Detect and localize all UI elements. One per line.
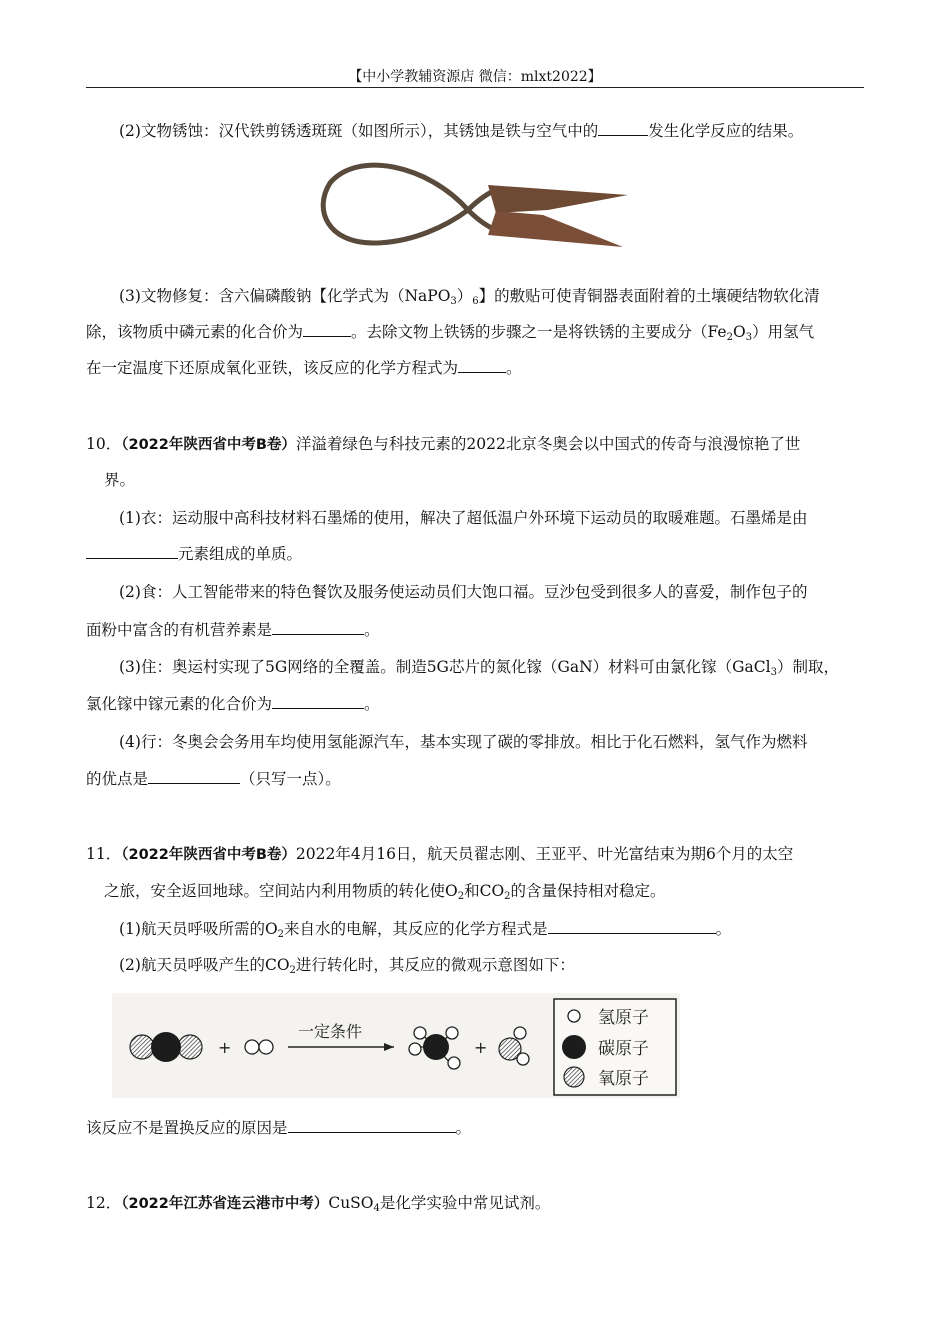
question-number: 10．	[86, 435, 122, 453]
iron-scissors-image	[318, 155, 630, 255]
legend-oxygen: 氧原子	[598, 1069, 649, 1089]
diagram-legend	[554, 999, 676, 1095]
text: 是化学实验中常见试剂。	[379, 1194, 551, 1212]
q10-part2-line1: (2)食：人工智能带来的特色餐饮及服务使运动员们大饱口福。豆沙包受到很多人的喜爱，制作包子的	[119, 583, 808, 601]
text: 。	[364, 695, 380, 713]
answer-blank[interactable]	[598, 121, 648, 136]
question-source: （2022年陕西省中考B卷）	[121, 847, 296, 863]
reaction-micro-diagram	[112, 993, 680, 1098]
answer-blank[interactable]	[86, 544, 178, 559]
subscript: 2	[457, 891, 465, 902]
q11-stem-cont	[104, 880, 894, 902]
text: (2)航天员呼吸产生的CO	[119, 956, 290, 974]
plus-sign: +	[474, 1038, 488, 1057]
q10-stem	[86, 433, 876, 456]
answer-blank[interactable]	[288, 1118, 456, 1133]
text: 的含量保持相对稳定。	[510, 882, 666, 900]
text: 该反应不是置换反应的原因是	[86, 1119, 288, 1137]
text: (3)住：奥运村实现了5G网络的全覆盖。制造5G芯片的氮化镓（GaN）材料可由氯化镓（GaCl	[119, 658, 771, 676]
text: ）用氢气	[752, 323, 815, 341]
text: 。	[364, 621, 380, 639]
text: 】的敷贴可使青铜器表面附着的土壤硬结物软化清	[478, 287, 820, 305]
text: ）制取，	[776, 658, 839, 676]
subscript: 2	[289, 965, 296, 976]
text: ）	[456, 287, 473, 305]
subscript: 3	[450, 296, 457, 307]
text: 之旅，安全返回地球。空间站内利用物质的转化使O	[104, 882, 458, 900]
subscript: 4	[373, 1203, 380, 1214]
text: 。去除文物上铁锈的步骤之一是将铁锈的主要成分（Fe	[351, 323, 727, 341]
text: 的优点是	[86, 770, 149, 788]
answer-blank[interactable]	[458, 358, 506, 373]
text: 在一定温度下还原成氧化亚铁，该反应的化学方程式为	[86, 359, 459, 377]
text: 面粉中富含的有机营养素是	[86, 621, 273, 639]
co2-molecule	[130, 1032, 202, 1062]
q9-part2	[119, 120, 909, 142]
text: 洋溢着绿色与科技元素的2022北京冬奥会以中国式的传奇与浪漫惊艳了世	[295, 435, 801, 453]
q11-part2	[119, 954, 909, 976]
answer-blank[interactable]	[272, 620, 364, 635]
question-source: （2022年江苏省连云港市中考）	[121, 1196, 329, 1212]
q10-part1-line2	[86, 543, 876, 565]
text: 和CO	[464, 882, 505, 900]
q9-part3-line2	[86, 321, 876, 343]
subscript: 2	[504, 891, 511, 902]
q10-part2-line2	[86, 619, 876, 641]
q11-part1	[119, 918, 909, 940]
subscript: 2	[726, 332, 733, 343]
text: 2022年4月16日，航天员翟志刚、王亚平、叶光富结束为期6个月的太空	[295, 845, 794, 863]
question-number: 12．	[86, 1194, 122, 1212]
ch4-molecule	[409, 1027, 460, 1069]
text: (1)航天员呼吸所需的O	[119, 920, 278, 938]
text: 来自水的电解，其反应的化学方程式是	[284, 920, 548, 938]
question-number: 11．	[86, 845, 122, 863]
text: 氯化镓中镓元素的化合价为	[86, 695, 273, 713]
page-header: 【中小学教辅资源店 微信：mlxt2022】	[348, 69, 602, 85]
answer-blank[interactable]	[548, 919, 716, 934]
answer-blank[interactable]	[272, 694, 364, 709]
text: O	[732, 323, 746, 341]
h2o-molecule	[499, 1027, 529, 1065]
q10-stem-cont: 界。	[104, 471, 136, 489]
text: 元素组成的单质。	[178, 545, 303, 563]
text: 。	[455, 1119, 472, 1137]
subscript: 2	[277, 929, 285, 940]
subscript: 3	[770, 667, 777, 678]
q9-part3-line3	[86, 357, 876, 379]
text: (3)文物修复：含六偏磷酸钠【化学式为（NaPO	[119, 287, 451, 305]
text: 。	[715, 920, 732, 938]
q10-part3-line1	[119, 656, 909, 678]
q10-part1-line1: (1)衣：运动服中高科技材料石墨烯的使用，解决了超低温户外环境下运动员的取暖难题。石墨烯是由	[119, 509, 808, 527]
q10-part4-line2	[86, 768, 876, 790]
text: 。	[506, 359, 522, 377]
reaction-condition-label: 一定条件	[298, 1022, 363, 1041]
q9-part2-text-end: 发生化学反应的结果。	[648, 122, 804, 140]
text: CuSO	[328, 1194, 374, 1212]
answer-blank[interactable]	[148, 769, 240, 784]
q11-after-diagram	[86, 1117, 876, 1139]
legend-carbon: 碳原子	[598, 1039, 649, 1059]
header-divider	[86, 87, 864, 88]
q9-part3-line1	[119, 285, 909, 307]
q9-part2-text: (2)文物锈蚀：汉代铁剪锈透斑斑（如图所示），其锈蚀是铁与空气中的	[119, 122, 599, 140]
subscript: 6	[472, 296, 479, 307]
q10-part4-line1: (4)行：冬奥会会务用车均使用氢能源汽车，基本实现了碳的零排放。相比于化石燃料，氢气作为燃料	[119, 733, 808, 751]
subscript: 3	[745, 332, 753, 343]
plus-sign: +	[218, 1038, 232, 1057]
answer-blank[interactable]	[303, 322, 351, 337]
q10-part3-line2	[86, 693, 876, 715]
text: （只写一点）。	[240, 770, 341, 788]
text: 进行转化时，其反应的微观示意图如下：	[295, 956, 575, 974]
text: 除，该物质中磷元素的化合价为	[86, 323, 304, 341]
legend-hydrogen: 氢原子	[598, 1008, 649, 1028]
h2-molecule	[245, 1040, 273, 1054]
q12-stem	[86, 1192, 876, 1215]
question-source: （2022年陕西省中考B卷）	[121, 437, 296, 453]
q11-stem	[86, 843, 876, 866]
